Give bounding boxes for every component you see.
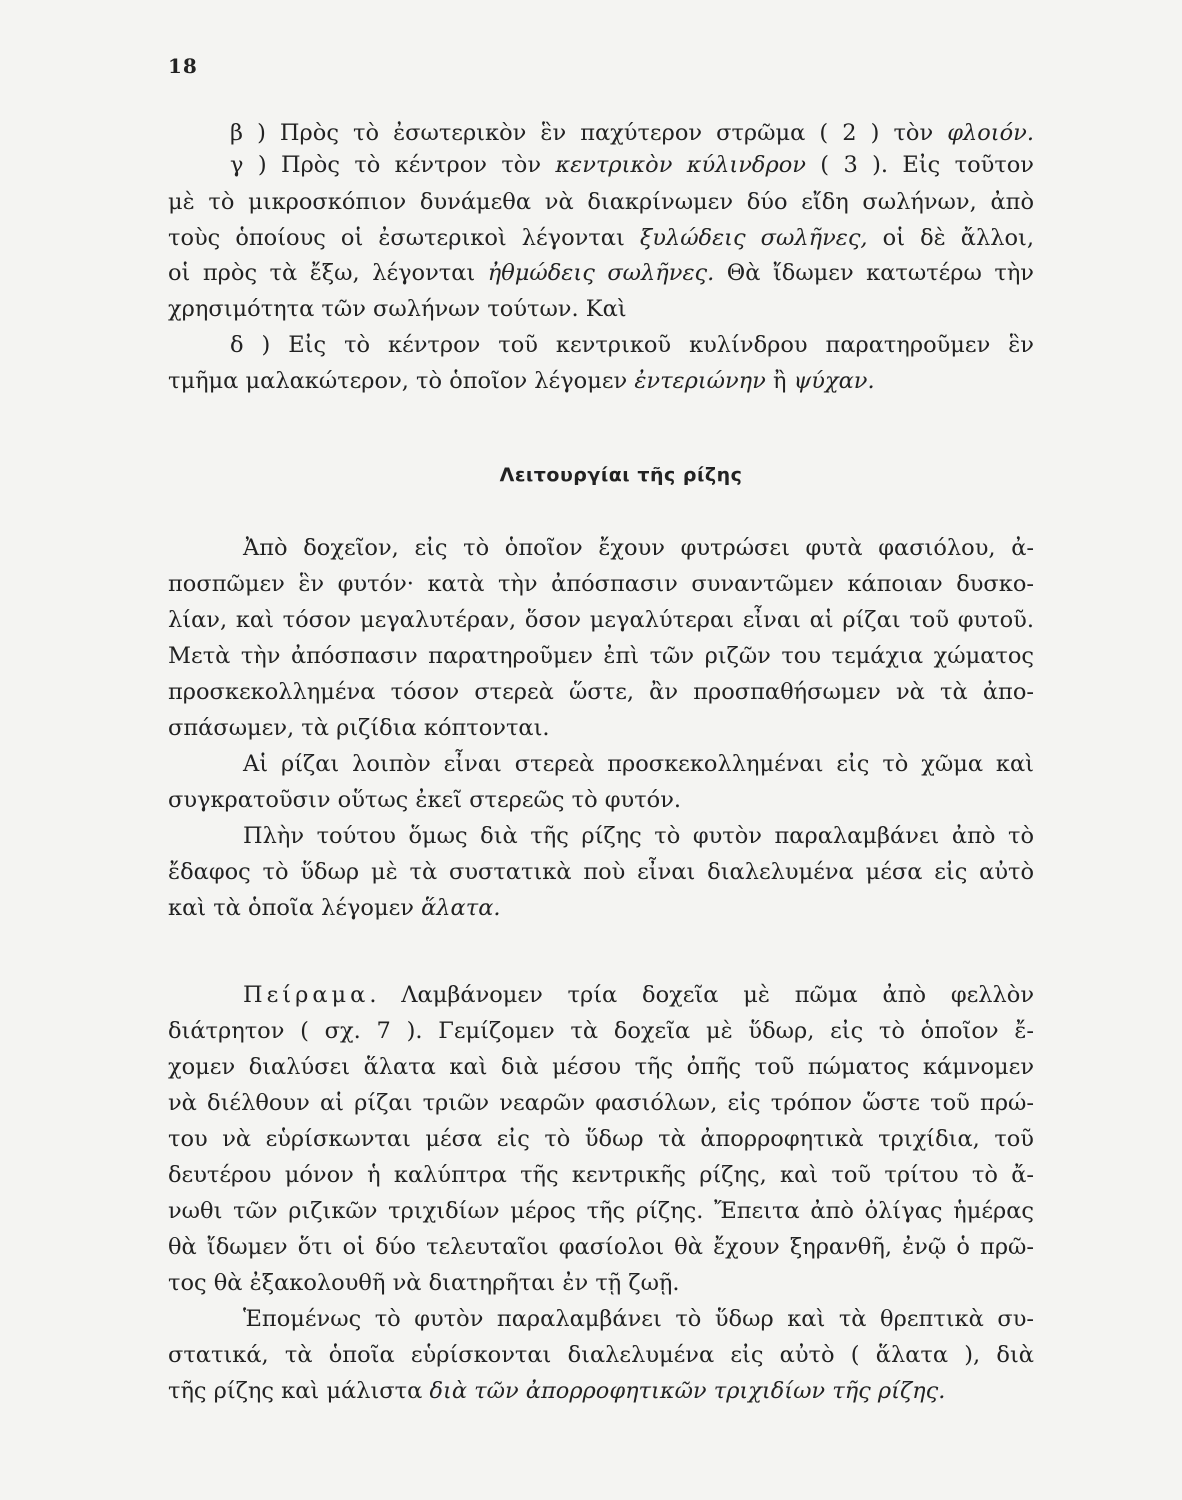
text-line: ποσπῶμεν ἓν φυτόν· κατὰ τὴν ἀπόσπασιν συναντῶμεν κάποιαν δυσκο-: [168, 571, 1034, 597]
text-line: συγκρατοῦσιν οὕτως ἐκεῖ στερεῶς τὸ φυτόν.: [168, 787, 682, 813]
text-line: Πλὴν τούτου ὅμως διὰ τῆς ρίζης τὸ φυτὸν παραλαμβάνει ἀπὸ τὸ: [243, 823, 1034, 849]
section-heading: [0, 464, 1182, 486]
text-span: τοὺς ὁποίους οἱ ἐσωτερικοὶ λέγονται: [168, 225, 640, 251]
text-line: ἔδαφος τὸ ὕδωρ μὲ τὰ συστατικὰ ποὺ εἶναι διαλελυμένα μέσα εἰς αὐτὸ: [168, 859, 1034, 885]
text-span: . Λαμβάνομεν τρία δοχεῖα μὲ πῶμα ἀπὸ φελλὸν: [369, 982, 1034, 1008]
text-line: [168, 258, 1034, 288]
text-span: ( 3 ). Εἰς τοῦτον: [805, 152, 1034, 178]
text-span: τῆς ρίζης καὶ μάλιστα: [168, 1378, 430, 1404]
text-span: τμῆμα μαλακώτερον, τὸ ὁποῖον λέγομεν: [168, 368, 635, 394]
text-line: χρησιμότητα τῶν σωλήνων τούτων. Καὶ: [168, 296, 627, 322]
text-line: [168, 223, 1034, 253]
italic-term: ψύχαν.: [793, 368, 875, 394]
text-line: [168, 366, 1034, 396]
page-number: 18: [168, 54, 198, 78]
text-span: οἱ δὲ ἄλλοι,: [867, 225, 1034, 251]
text-line: νωθι τῶν ριζικῶν τριχιδίων μέρος τῆς ρίζης. Ἔπειτα ἀπὸ ὀλίγας ἡμέρας: [168, 1198, 1034, 1224]
italic-term: ἅλατα.: [421, 895, 501, 921]
text-line: διάτρητον ( σχ. 7 ). Γεμίζομεν τὰ δοχεῖα μὲ ὕδωρ, εἰς τὸ ὁποῖον ἔ-: [168, 1018, 1034, 1044]
italic-term: διὰ τῶν ἀπορροφητικῶν τριχιδίων τῆς ρίζης.: [429, 1378, 946, 1404]
text-line: λίαν, καὶ τόσον μεγαλυτέραν, ὅσον μεγαλύτεραι εἶναι αἱ ρίζαι τοῦ φυτοῦ.: [168, 607, 1034, 633]
text-span: οἱ πρὸς τὰ ἔξω, λέγονται: [168, 260, 488, 286]
text-line: νὰ διέλθουν αἱ ρίζαι τριῶν νεαρῶν φασιόλων, εἰς τρόπον ὥστε τοῦ πρώ-: [168, 1090, 1034, 1116]
text-span: ἢ: [765, 368, 794, 394]
italic-term: ἐντεριώνην: [634, 368, 766, 394]
heading-text: Λειτουργίαι τῆς ρίζης: [499, 464, 743, 486]
text-span: γ ) Πρὸς τὸ κέντρον τὸν: [230, 152, 556, 178]
text-line: [230, 118, 1034, 148]
text-line: θὰ ἴδωμεν ὅτι οἱ δύο τελευταῖοι φασίολοι θὰ ἔχουν ξηρανθῆ, ἐνῷ ὁ πρῶ-: [168, 1234, 1034, 1260]
text-span: καὶ τὰ ὁποῖα λέγομεν: [168, 895, 422, 921]
text-line: [230, 150, 1034, 180]
italic-term: φλοιόν.: [947, 120, 1034, 146]
text-line: του νὰ εὑρίσκωνται μέσα εἰς τὸ ὕδωρ τὰ ἀπορροφητικὰ τριχίδια, τοῦ: [168, 1126, 1034, 1152]
text-line: χομεν διαλύσει ἅλατα καὶ διὰ μέσου τῆς ὀπῆς τοῦ πώματος κάμνομεν: [168, 1054, 1034, 1080]
text-line: Μετὰ τὴν ἀπόσπασιν παρατηροῦμεν ἐπὶ τῶν ριζῶν του τεμάχια χώματος: [168, 643, 1034, 669]
italic-term: ἠθμώδεις σωλῆνες.: [487, 260, 715, 286]
text-line: [168, 1376, 1034, 1406]
text-line: Ἀπὸ δοχεῖον, εἰς τὸ ὁποῖον ἔχουν φυτρώσει φυτὰ φασιόλου, ἀ-: [243, 535, 1034, 561]
italic-term: κεντρικὸν κύλινδρον: [555, 152, 806, 178]
text-line: [243, 980, 1034, 1010]
text-line: σπάσωμεν, τὰ ριζίδια κόπτονται.: [168, 715, 550, 741]
text-line: Αἱ ρίζαι λοιπὸν εἶναι στερεὰ προσκεκολλημέναι εἰς τὸ χῶμα καὶ: [243, 751, 1034, 777]
experiment-label: Πείραμα: [243, 982, 370, 1008]
text-line: μὲ τὸ μικροσκόπιον δυνάμεθα νὰ διακρίνωμεν δύο εἴδη σωλήνων, ἀπὸ: [168, 189, 1034, 215]
text-line: δευτέρου μόνον ἡ καλύπτρα τῆς κεντρικῆς ρίζης, καὶ τοῦ τρίτου τὸ ἄ-: [168, 1162, 1034, 1188]
text-line: Ἑπομένως τὸ φυτὸν παραλαμβάνει τὸ ὕδωρ καὶ τὰ θρεπτικὰ συ-: [243, 1306, 1034, 1332]
italic-term: ξυλώδεις σωλῆνες,: [639, 225, 868, 251]
text-line: προσκεκολλημένα τόσον στερεὰ ὥστε, ἂν προσπαθήσωμεν νὰ τὰ ἀπο-: [168, 679, 1034, 705]
text-line: τος θὰ ἐξακολουθῆ νὰ διατηρῆται ἐν τῇ ζωῇ.: [168, 1270, 680, 1296]
text-span: Θὰ ἴδωμεν κατωτέρω τὴν: [714, 260, 1034, 286]
text-line: στατικά, τὰ ὁποῖα εὑρίσκονται διαλελυμένα εἰς αὐτὸ ( ἅλατα ), διὰ: [168, 1342, 1034, 1368]
text-line: δ ) Εἰς τὸ κέντρον τοῦ κεντρικοῦ κυλίνδρου παρατηροῦμεν ἓν: [230, 332, 1034, 358]
text-span: β ) Πρὸς τὸ ἐσωτερικὸν ἓν παχύτερον στρῶμα ( 2 ) τὸν: [230, 120, 948, 146]
text-line: [168, 893, 1034, 923]
